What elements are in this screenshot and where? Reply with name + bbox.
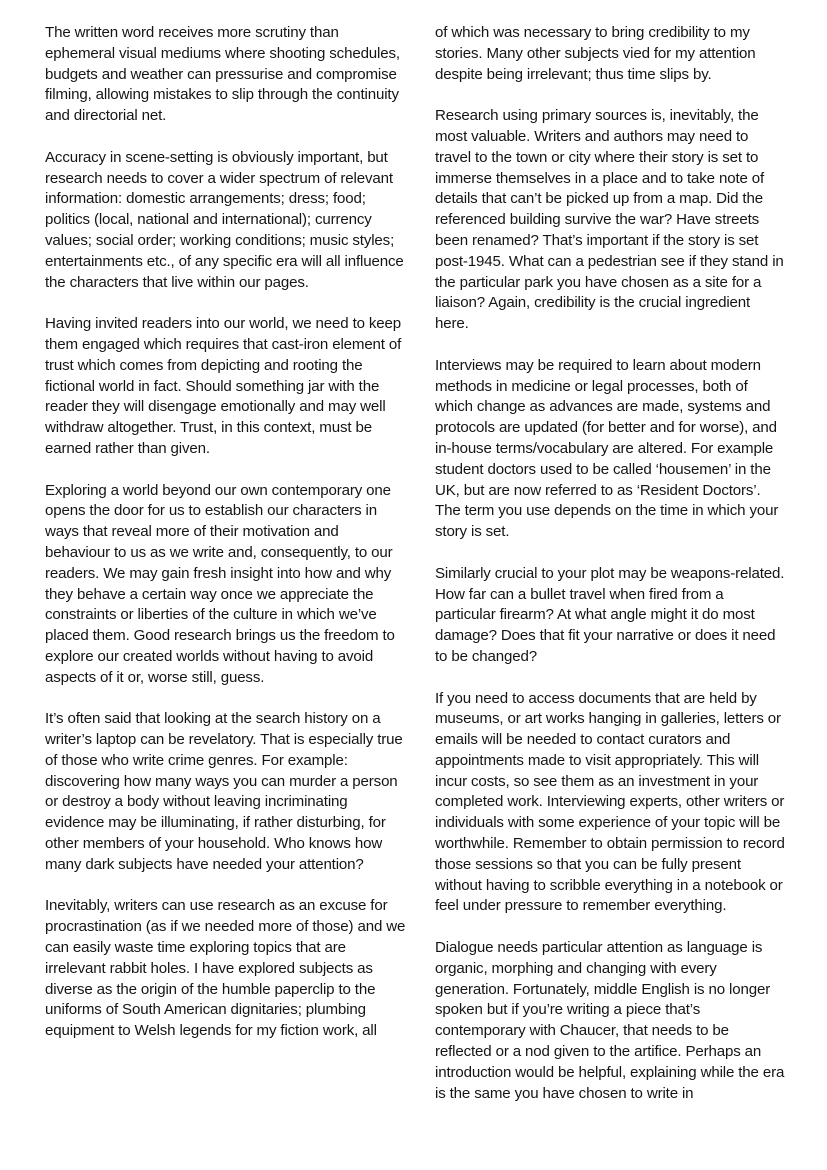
paragraph: of which was necessary to bring credibility to my stories. Many other subjects vied for my attention despite being irrelevant; thus time slips by. xyxy=(435,24,756,83)
paragraph: It’s often said that looking at the search history on a writer’s laptop can be revelatory. That is especially true of those who write crime genres. For example: discovering how many ways you can murder a person or destroy a body without leaving incriminating evidence may be illuminating, if rather disturbing, for other members of your household. Who knows how many dark subjects have needed your attention? xyxy=(45,710,403,873)
paragraph: If you need to access documents that are held by museums, or art works hanging in galleries, letters or emails will be needed to contact curators and appointments made to visit appropriately. This will incur costs, so see them as an investment in your completed work. Interviewing experts, other writers or individuals with some experience of your topic will be worthwhile. Remember to obtain permission to record those sessions so that you can be fully present without having to scribble everything in a notebook or feel under pressure to remember everything. xyxy=(435,689,785,915)
paragraph: Dialogue needs particular attention as language is organic, morphing and changing with every generation. Fortunately, middle English is no longer spoken but if you’re writing a piece that’s contemporary with Chaucer, that needs to be reflected or a nod given to the artifice. Perhaps an introduction would be helpful, explaining while the era is the same you have chosen to write in xyxy=(435,939,785,1102)
paragraph: Interviews may be required to learn about modern methods in medicine or legal processes, both of which change as advances are made, systems and protocols are updated (for better and for worse), and in-house terms/vocabulary are altered. For example student doctors used to be called ‘housemen’ in the UK, but are now referred to as ‘Resident Doctors’. The term you use depends on the time in which your story is set. xyxy=(435,356,779,541)
paragraph: Inevitably, writers can use research as an excuse for procrastination (as if we needed more of those) and we can easily waste time exploring topics that are irrelevant rabbit holes. I have explored subjects as diverse as the origin of the humble paperclip to the uniforms of South American dignitaries; plumbing equipment to Welsh legends for my fiction work, all xyxy=(45,897,406,1040)
paragraph: The written word receives more scrutiny than ephemeral visual mediums where shooting schedules, budgets and weather can pressurise and compromise filming, allowing mistakes to slip through the continuity and directorial net. xyxy=(45,24,400,125)
left-column xyxy=(45,23,407,1063)
paragraph: Research using primary sources is, inevitably, the most valuable. Writers and authors may need to travel to the town or city where their story is set to immerse themselves in a place and to take note of details that can’t be picked up from a map. Did the referenced building survive the war? Have streets been renamed? That’s important if the story is set post-1945. What can a pedestrian see if they stand in the particular park you have chosen as a site for a liaison? Again, credibility is the crucial ingredient here. xyxy=(435,107,784,333)
paragraph: Exploring a world beyond our own contemporary one opens the door for us to establish our characters in ways that reveal more of their motivation and behaviour to us as we write and, consequently, to our readers. We may gain fresh insight into how and why they behave a certain way once we appreciate the constraints or liberties of the culture in which we’ve placed them. Good research brings us the freedom to explore our created worlds without having to avoid aspects of it or, worse still, guess. xyxy=(45,481,395,686)
right-column xyxy=(435,23,785,1125)
paragraph: Similarly crucial to your plot may be weapons-related. How far can a bullet travel when fired from a particular firearm? At what angle might it do most damage? Does that fit your narrative or does it need to be changed? xyxy=(435,564,785,665)
paragraph: Having invited readers into our world, we need to keep them engaged which requires that cast-iron element of trust which comes from depicting and rooting the fictional world in fact. Should something jar with the reader they will disengage emotionally and may well withdraw altogether. Trust, in this context, must be earned rather than given. xyxy=(45,315,402,457)
paragraph: Accuracy in scene-setting is obviously important, but research needs to cover a wider spectrum of relevant information: domestic arrangements; dress; food; politics (local, national and international); currency values; social order; working conditions; music styles; entertainments etc., of any specific era will all influence the characters that live within our pages. xyxy=(45,148,404,291)
